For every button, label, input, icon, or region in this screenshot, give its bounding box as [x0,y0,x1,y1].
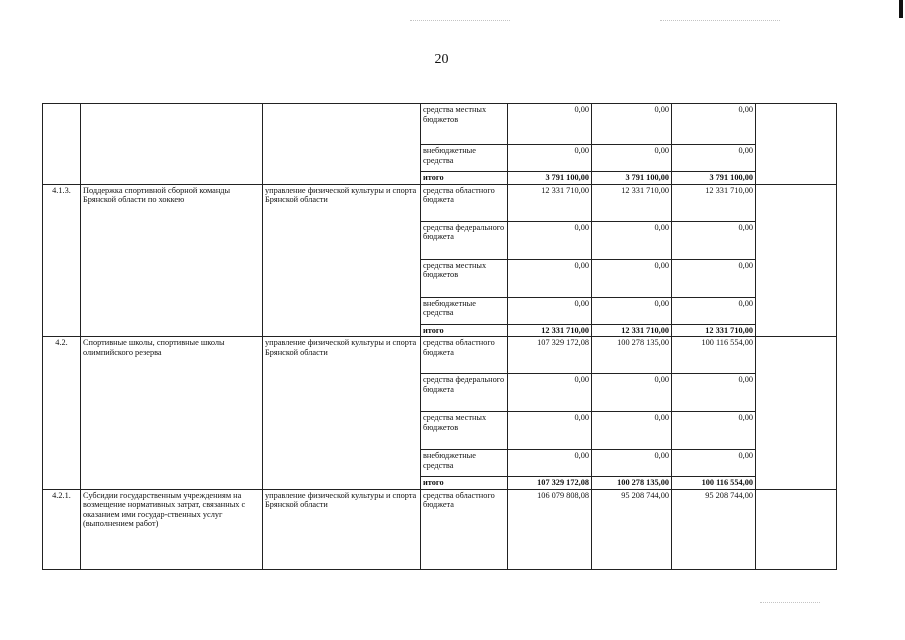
table-row [43,337,837,374]
amount-year-3: 0,00 [672,221,756,259]
item-number: 4.2. [43,337,81,490]
funding-source: внебюджетные средства [421,297,508,324]
table-row [43,489,837,569]
amount-year-2: 0,00 [592,297,672,324]
item-executor [263,104,421,185]
amount-year-2: 100 278 135,00 [592,337,672,374]
amount-year-3: 0,00 [672,145,756,172]
amount-year-1: 106 079 808,08 [508,489,592,569]
amount-year-1: 0,00 [508,104,592,145]
amount-year-3: 0,00 [672,104,756,145]
funding-source: средства областного бюджета [421,489,508,569]
amount-year-2: 95 208 744,00 [592,489,672,569]
amount-year-2: 0,00 [592,259,672,297]
empty-cell [756,489,837,569]
total-label: итого [421,324,508,337]
scan-speckle [760,602,820,604]
empty-cell [756,184,837,337]
amount-year-1: 0,00 [508,259,592,297]
amount-year-3: 0,00 [672,259,756,297]
amount-year-2: 0,00 [592,374,672,412]
amount-year-2: 0,00 [592,221,672,259]
total-year-1: 12 331 710,00 [508,324,592,337]
empty-cell [756,104,837,185]
item-number: 4.1.3. [43,184,81,337]
amount-year-1: 0,00 [508,221,592,259]
total-label: итого [421,172,508,185]
item-name [81,104,263,185]
funding-source: внебюджетные средства [421,145,508,172]
amount-year-2: 0,00 [592,450,672,477]
amount-year-1: 0,00 [508,450,592,477]
amount-year-1: 0,00 [508,145,592,172]
item-name: Поддержка спортивной сборной команды Брянской области по хоккею [81,184,263,337]
scan-speckle [660,20,780,22]
amount-year-1: 107 329 172,08 [508,337,592,374]
funding-source: средства областного бюджета [421,337,508,374]
amount-year-3: 0,00 [672,450,756,477]
amount-year-3: 12 331 710,00 [672,184,756,221]
amount-year-3: 0,00 [672,412,756,450]
amount-year-3: 0,00 [672,297,756,324]
total-year-1: 3 791 100,00 [508,172,592,185]
item-name: Субсидии государственным учреждениям на возмещение нормативных затрат, связанных с оказанием ими государ-ственных услуг (выполнением работ) [81,489,263,569]
total-year-2: 3 791 100,00 [592,172,672,185]
total-label: итого [421,477,508,490]
item-executor: управление физической культуры и спорта Брянской области [263,489,421,569]
empty-cell [756,337,837,490]
amount-year-3: 0,00 [672,374,756,412]
page-number: 20 [434,52,449,67]
table-row [43,184,837,221]
total-year-3: 100 116 554,00 [672,477,756,490]
scan-edge-mark [899,0,903,18]
total-year-3: 3 791 100,00 [672,172,756,185]
funding-source: средства областного бюджета [421,184,508,221]
amount-year-3: 100 116 554,00 [672,337,756,374]
budget-table [42,103,837,570]
total-year-2: 12 331 710,00 [592,324,672,337]
funding-source: внебюджетные средства [421,450,508,477]
amount-year-1: 0,00 [508,374,592,412]
total-year-1: 107 329 172,08 [508,477,592,490]
funding-source: средства местных бюджетов [421,104,508,145]
amount-year-2: 12 331 710,00 [592,184,672,221]
funding-source: средства федерального бюджета [421,221,508,259]
table-row [43,104,837,145]
amount-year-2: 0,00 [592,145,672,172]
item-number: 4.2.1. [43,489,81,569]
total-year-3: 12 331 710,00 [672,324,756,337]
funding-source: средства местных бюджетов [421,412,508,450]
amount-year-2: 0,00 [592,412,672,450]
funding-source: средства федерального бюджета [421,374,508,412]
item-name: Спортивные школы, спортивные школы олимпийского резерва [81,337,263,490]
amount-year-1: 0,00 [508,297,592,324]
amount-year-1: 12 331 710,00 [508,184,592,221]
amount-year-3: 95 208 744,00 [672,489,756,569]
total-year-2: 100 278 135,00 [592,477,672,490]
item-executor: управление физической культуры и спорта Брянской области [263,184,421,337]
scan-speckle [410,20,510,22]
funding-source: средства местных бюджетов [421,259,508,297]
amount-year-1: 0,00 [508,412,592,450]
item-number [43,104,81,185]
amount-year-2: 0,00 [592,104,672,145]
item-executor: управление физической культуры и спорта Брянской области [263,337,421,490]
